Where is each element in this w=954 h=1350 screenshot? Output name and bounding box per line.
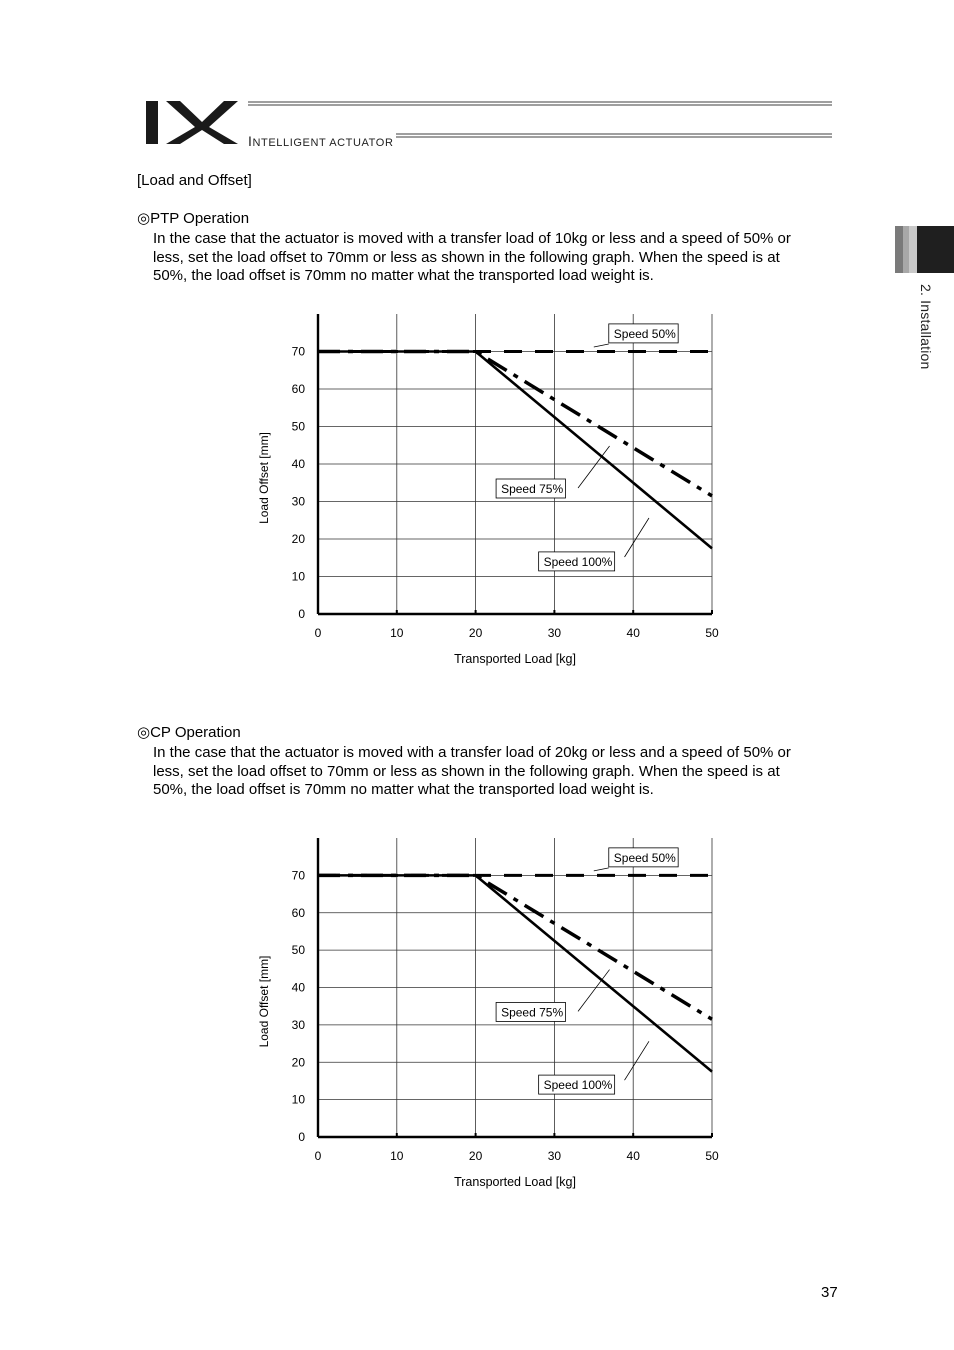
- series-label: Speed 100%: [543, 1078, 613, 1093]
- x-tick-label: 30: [547, 626, 562, 640]
- series-label: Speed 50%: [613, 850, 676, 865]
- leader-line: [578, 970, 610, 1012]
- x-tick-label: 10: [390, 1149, 404, 1163]
- y-tick-label: 30: [291, 494, 305, 509]
- x-tick-label: 30: [547, 1149, 562, 1163]
- x-tick-label: 0: [314, 626, 322, 640]
- brand-name: INTELLIGENT ACTUATOR: [248, 133, 394, 149]
- y-tick-label: 0: [298, 1130, 305, 1144]
- y-tick-label: 50: [291, 419, 305, 434]
- x-tick-label: 50: [705, 1149, 719, 1163]
- x-tick-label: 0: [314, 1149, 322, 1163]
- leader-line: [625, 1041, 649, 1080]
- y-tick-label: 70: [291, 868, 305, 883]
- x-axis-label: Transported Load [kg]: [454, 652, 576, 666]
- x-tick-label: 20: [468, 626, 483, 640]
- y-tick-label: 30: [291, 1017, 305, 1032]
- y-axis-label: Load Offset [mm]: [257, 955, 271, 1048]
- series-label: Speed 50%: [613, 326, 676, 341]
- y-tick-label: 60: [291, 382, 305, 396]
- series-line-solid: [318, 875, 712, 1071]
- ptp-paragraph: In the case that the actuator is moved with a transfer load of 10kg or less and a speed of 50% or less, set the load offset to 70mm or less as shown in the following graph. When the speed is at 50%, the load offset is 70mm no matter what the transported load weight is.: [153, 230, 791, 284]
- x-tick-label: 40: [626, 626, 640, 640]
- cp-heading: ◎CP Operation: [137, 724, 241, 741]
- chapter-tab-label: 2. Installation: [918, 284, 934, 370]
- x-axis-label: Transported Load [kg]: [454, 1175, 576, 1189]
- series-label: Speed 75%: [501, 1005, 564, 1020]
- x-tick-label: 20: [468, 1149, 483, 1163]
- cp-paragraph: In the case that the actuator is moved with a transfer load of 20kg or less and a speed of 50% or less, set the load offset to 70mm or less as shown in the following graph. When the speed is at 50%, the load offset is 70mm no matter what the transported load weight is.: [153, 744, 791, 798]
- y-tick-label: 40: [291, 980, 305, 995]
- series-line-dashdot: [318, 875, 712, 1019]
- y-tick-label: 60: [291, 905, 305, 920]
- x-tick-label: 50: [705, 626, 719, 640]
- y-tick-label: 10: [291, 569, 305, 584]
- y-tick-label: 70: [291, 344, 305, 359]
- x-tick-label: 10: [390, 626, 404, 640]
- y-axis-label: Load Offset [mm]: [257, 432, 271, 524]
- ptp-heading: ◎PTP Operation: [137, 210, 250, 227]
- series-label: Speed 100%: [543, 554, 613, 569]
- y-tick-label: 0: [298, 607, 305, 621]
- y-tick-label: 10: [291, 1092, 305, 1107]
- y-tick-label: 40: [291, 457, 305, 471]
- y-tick-label: 20: [291, 532, 305, 546]
- series-label: Speed 75%: [501, 482, 564, 496]
- section-title: [Load and Offset]: [137, 172, 252, 189]
- y-tick-label: 50: [291, 943, 305, 958]
- leader-line: [594, 868, 609, 871]
- y-tick-label: 20: [291, 1055, 305, 1070]
- page-number: 37: [821, 1284, 838, 1301]
- x-tick-label: 40: [626, 1149, 640, 1163]
